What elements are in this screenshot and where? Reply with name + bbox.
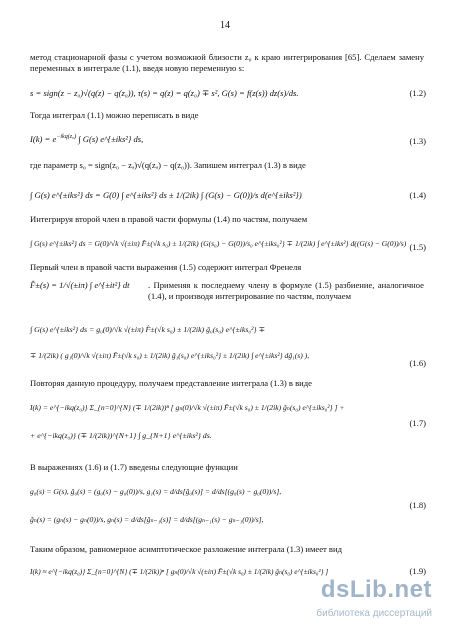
paragraph-parameter: где параметр s₀ = sign(z₀ − zₐ)√(q(zₐ) − q(z₀)). Запишем интеграл (1.3) в виде <box>30 160 306 170</box>
equation-number-1-2: (1.2) <box>409 88 426 98</box>
formula-1-7-line2: + e^{−ikq(z₀)} (∓ 1/(2ik))^{N+1} ∫ g_{N+1} e^{±iks²} ds. <box>30 431 212 440</box>
formula-1-9: I(k) ≈ e^{−ikq(z₀)} Σ_{n=0}^{N} (∓ 1/(2ik))ⁿ [ gₙ(0)/√k √(±iπ) F̂±(√k s₀) ± 1/(2ik) ĝₙ(s₀) e^{±iks₀²} ] <box>30 567 329 576</box>
paragraph-rewrite: Тогда интеграл (1.1) можно переписать в виде <box>30 110 199 120</box>
formula-fresnel: F̂±(s) = 1/√(±iπ) ∫ e^{±it²} dt <box>30 280 130 290</box>
equation-number-1-5: (1.5) <box>409 242 426 252</box>
equation-number-1-8: (1.8) <box>409 500 426 510</box>
paragraph-fresnel: Первый член в правой части выражения (1.5) содержит интеграл Френеля <box>30 262 302 272</box>
equation-number-1-9: (1.9) <box>409 566 426 576</box>
paragraph-conclusion: Таким образом, равномерное асимптотическое разложение интеграла (1.3) имеет вид <box>30 544 342 554</box>
formula-1-6-line2: ∓ 1/(2ik) ( g₁(0)/√k √(±iπ) F̂±(√k s₀) ± 1/(2ik) ĝ₁(s₀) e^{±iks₀²} ± 1/(2ik) ∫ e^{±iks²} dĝ₁(s) ), <box>30 351 310 360</box>
formula-1-4: ∫ G(s) e^{±iks²} ds = G(0) ∫ e^{±iks²} ds ± 1/(2ik) ∫ (G(s) − G(0))/s d(e^{±iks²}) <box>30 190 302 200</box>
paragraph-splitting: . Применяя к последнему члену в формуле (1.5) разбиение, аналогичное (1.4), и производя интегрирование по частям, получаем <box>148 280 424 301</box>
formula-1-8-line2: ĝₙ(s) = (gₙ(s) − gₙ(0))/s, gₙ(s) = d/ds[ĝₙ₋₁(s)] = d/ds[(gₙ₋₁(s) − gₙ₋₁(0))/s], <box>30 515 264 524</box>
formula-1-6-line1: ∫ G(s) e^{±iks²} ds = g₀(0)/√k √(±iπ) F̂±(√k s₀) ± 1/(2ik) ĝ₀(s₀) e^{±iks₀²} ∓ <box>30 325 266 334</box>
formula-1-8-line1: g₀(s) = G(s), ĝ₀(s) = (g₀(s) − g₀(0))/s, g₁(s) = d/ds[ĝ₀(s)] = d/ds[(g₀(s) − g₀(0))/s], <box>30 487 282 496</box>
formula-1-5: ∫ G(s) e^{±iks²} ds = G(0)/√k √(±iπ) F̂±(√k s₀) ± 1/(2ik) (G(s₀) − G(0))/s₀ e^{±iks₀²} ∓ 1/(2ik) ∫ e^{±iks²} d((G(s) − G(0))/s) <box>30 239 407 248</box>
formula-1-3-rhs: ∫ G(s) e^{±iks²} ds, <box>78 134 144 144</box>
formula-1-3-lhs: I(k) = e <box>30 134 57 144</box>
watermark <box>302 576 432 624</box>
equation-number-1-6: (1.6) <box>409 358 426 368</box>
watermark-tagline: библиотека диссертаций <box>316 608 432 619</box>
paragraph-parts: Интегрируя второй член в правой части формулы (1.4) по частям, получаем <box>30 214 308 224</box>
formula-1-3: $I(k) = e^{-ikq(z_0)}$ ∫ G(s) e^{±iks²} ds, <box>30 134 144 144</box>
formula-1-2: s = sign(z − z₀)√(q(z) − q(z₀)), τ(s) = q(z) = q(z₀) ∓ s², G(s) = f(z(s)) dz(s)/ds. <box>30 88 299 98</box>
formula-1-7-line1: I(k) = e^{−ikq(z₀)} Σ_{n=0}^{N} (∓ 1/(2ik))ⁿ [ gₙ(0)/√k √(±iπ) F̂±(√k s₀) ± 1/(2ik) ĝₙ(s₀) e^{±iks₀²} ] + <box>30 403 345 412</box>
watermark-logo: dsLib.net <box>320 576 432 603</box>
equation-number-1-3: (1.3) <box>409 136 426 146</box>
equation-number-1-7: (1.7) <box>409 418 426 428</box>
paragraph-functions: В выражениях (1.6) и (1.7) введены следующие функции <box>30 462 238 472</box>
page-number: 14 <box>220 20 230 31</box>
equation-number-1-4: (1.4) <box>409 190 426 200</box>
paragraph-repeat: Повторяя данную процедуру, получаем представление интеграла (1.3) в виде <box>30 378 312 388</box>
paragraph-intro: метод стационарной фазы с учетом возможной близости z₀ к краю интегрирования [65]. Сделаем замену переменных в интеграле (1.1), введя новую переменную s: <box>30 52 424 73</box>
